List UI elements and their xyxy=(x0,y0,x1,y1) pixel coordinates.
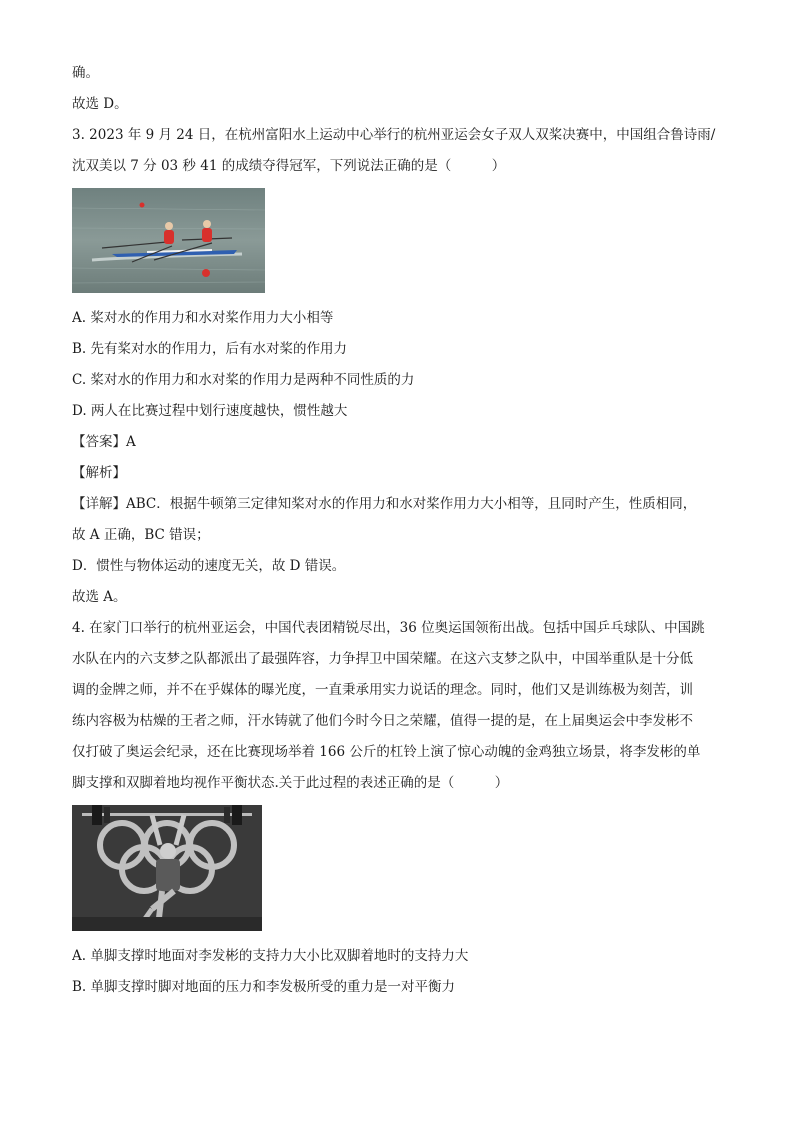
analysis-tag: 【解析】 xyxy=(72,465,126,481)
detail-line-1 xyxy=(72,489,732,520)
weightlifting-photo xyxy=(72,805,262,931)
question-3-option-b: B. 先有桨对水的作用力，后有水对桨的作用力 xyxy=(72,341,348,357)
question-4-stem-line: 4. 在家门口举行的杭州亚运会，中国代表团精锐尽出，36 位奥运国领衔出战。包括中国乒乓球队、中国跳 xyxy=(72,620,705,636)
weightlifting-photo-icon xyxy=(72,805,262,931)
question-3-option-d: D. 两人在比赛过程中划行速度越快，惯性越大 xyxy=(72,403,348,419)
text-line: 故选 D。 xyxy=(72,96,128,112)
conclusion-line: 故选 A。 xyxy=(72,589,127,605)
detail-text: ABC．根据牛顿第三定律知桨对水的作用力和水对桨作用力大小相等，且同时产生，性质相同， xyxy=(126,496,697,512)
question-4-option-a: A. 单脚支撑时地面对李发彬的支持力大小比双脚着地时的支持力大 xyxy=(72,948,469,964)
detail-line-2: 故 A 正确，BC 错误； xyxy=(72,527,210,543)
question-4-stem-line: 水队在内的六支梦之队都派出了最强阵容，力争捍卫中国荣耀。在这六支梦之队中，中国举重队是十分低 xyxy=(72,651,693,667)
question-4-stem-line: 脚支撑和双脚着地均视作平衡状态.关于此过程的表述正确的是（ ） xyxy=(72,775,509,791)
rowing-photo xyxy=(72,188,265,293)
question-3-option-a: A. 桨对水的作用力和水对桨作用力大小相等 xyxy=(72,310,334,326)
question-3-option-c: C. 桨对水的作用力和水对桨的作用力是两种不同性质的力 xyxy=(72,372,415,388)
text-line: 确。 xyxy=(72,65,99,81)
detail-line-3: D．惯性与物体运动的速度无关，故 D 错误。 xyxy=(72,558,346,574)
document-page xyxy=(72,58,732,1003)
detail-tag: 【详解】 xyxy=(72,496,126,512)
answer-tag: 【答案】 xyxy=(72,434,126,450)
question-3-stem-line-2: 沈双美以 7 分 03 秒 41 的成绩夺得冠军，下列说法正确的是（ ） xyxy=(72,158,506,174)
rowing-photo-icon xyxy=(72,188,265,293)
answer-value: A xyxy=(126,434,136,450)
question-4-option-b: B. 单脚支撑时脚对地面的压力和李发极所受的重力是一对平衡力 xyxy=(72,979,456,995)
question-3-stem-line-1: 3. 2023 年 9 月 24 日，在杭州富阳水上运动中心举行的杭州亚运会女子双人双桨决赛中，中国组合鲁诗雨/ xyxy=(72,127,716,143)
answer-line xyxy=(72,427,732,458)
question-4-stem-line: 调的金牌之师，并不在乎媒体的曝光度，一直秉承用实力说话的理念。同时，他们又是训练极为刻苦，训 xyxy=(72,682,693,698)
question-4-stem-line: 仅打破了奥运会纪录，还在比赛现场举着 166 公斤的杠铃上演了惊心动魄的金鸡独立场景，将李发彬的单 xyxy=(72,744,701,760)
question-4-stem-line: 练内容极为枯燥的王者之师，汗水铸就了他们今时今日之荣耀，值得一提的是，在上届奥运会中李发彬不 xyxy=(72,713,693,729)
